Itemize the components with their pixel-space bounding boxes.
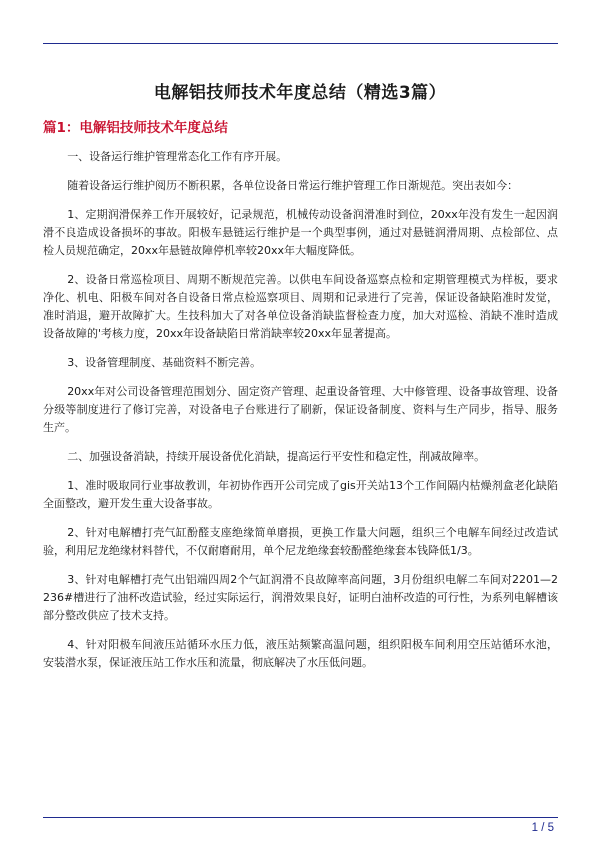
paragraph: 1、定期润滑保养工作开展较好，记录规范，机械传动设备润滑准时到位，20xx年没有发生一起因润滑不良造成设备损坏的事故。阳极车悬链运行维护是一个典型事例，通过对悬链润滑周期、点检部位、点检人员规范确定，20xx年悬链故障停机率较20xx年大幅度降低。 [43,208,558,257]
page-title: 电解铝技师技术年度总结（精选3篇） [153,83,447,103]
paragraph: 2、设备日常巡检项目、周期不断规范完善。以供电车间设备巡察点检和定期管理模式为样板，要求净化、机电、阳极车间对各自设备日常点检巡察项目、周期和记录进行了完善，保证设备缺陷准时发觉，准时消退，避开故障扩大。生技科加大了对各单位设备消缺监督检查力度，加大对巡检、消缺不准时造成设备故障的'考核力度，20xx年设备缺陷日常消缺率较20xx年显著提高。 [43,273,558,340]
footer-rule [43,817,558,818]
paragraph: 一、设备运行维护管理常态化工作有序开展。 [67,150,288,163]
paragraph: 2、针对电解槽打壳气缸酚醛支座绝缘简单磨损，更换工作量大问题，组织三个电解车间经过改造试验，利用尼龙绝缘材料替代，不仅耐磨耐用，单个尼龙绝缘套较酚醛绝缘套本钱降低1/3。 [43,526,558,557]
paragraph: 1、准时吸取同行业事故教训，年初协作西开公司完成了gis开关站13个工作间隔内枯燥剂盒老化缺陷全面整改，避开发生重大设备事故。 [43,479,558,510]
paragraph: 4、针对阳极车间液压站循环水压力低，液压站频繁高温问题，组织阳极车间利用空压站循环水池，安装潜水泵，保证液压站工作水压和流量，彻底解决了水压低问题。 [43,638,558,669]
page-number: 1 / 5 [531,822,554,834]
header-rule [43,43,558,44]
paragraph: 3、设备管理制度、基础资料不断完善。 [67,356,262,369]
paragraph: 随着设备运行维护阅历不断积累，各单位设备日常运行维护管理工作日渐规范。突出表如今： [67,179,519,192]
document-body [43,148,558,683]
section-heading: 篇1：电解铝技师技术年度总结 [43,120,228,136]
paragraph: 20xx年对公司设备管理范围划分、固定资产管理、起重设备管理、大中修管理、设备事故管理、设备分级等制度进行了修订完善，对设备电子台账进行了刷新，保证设备制度、资料与生产同步，指导、服务生产。 [43,385,558,434]
paragraph: 3、针对电解槽打壳气出铝端四周2个气缸润滑不良故障率高问题，3月份组织电解二车间对2201—2236#槽进行了油杯改造试验，经过实际运行，润滑效果良好，证明白油杯改造的可行性，为系列电解槽该部分整改供应了技术支持。 [43,573,558,622]
paragraph: 二、加强设备消缺，持续开展设备优化消缺，提高运行平安性和稳定性，削减故障率。 [67,450,486,463]
